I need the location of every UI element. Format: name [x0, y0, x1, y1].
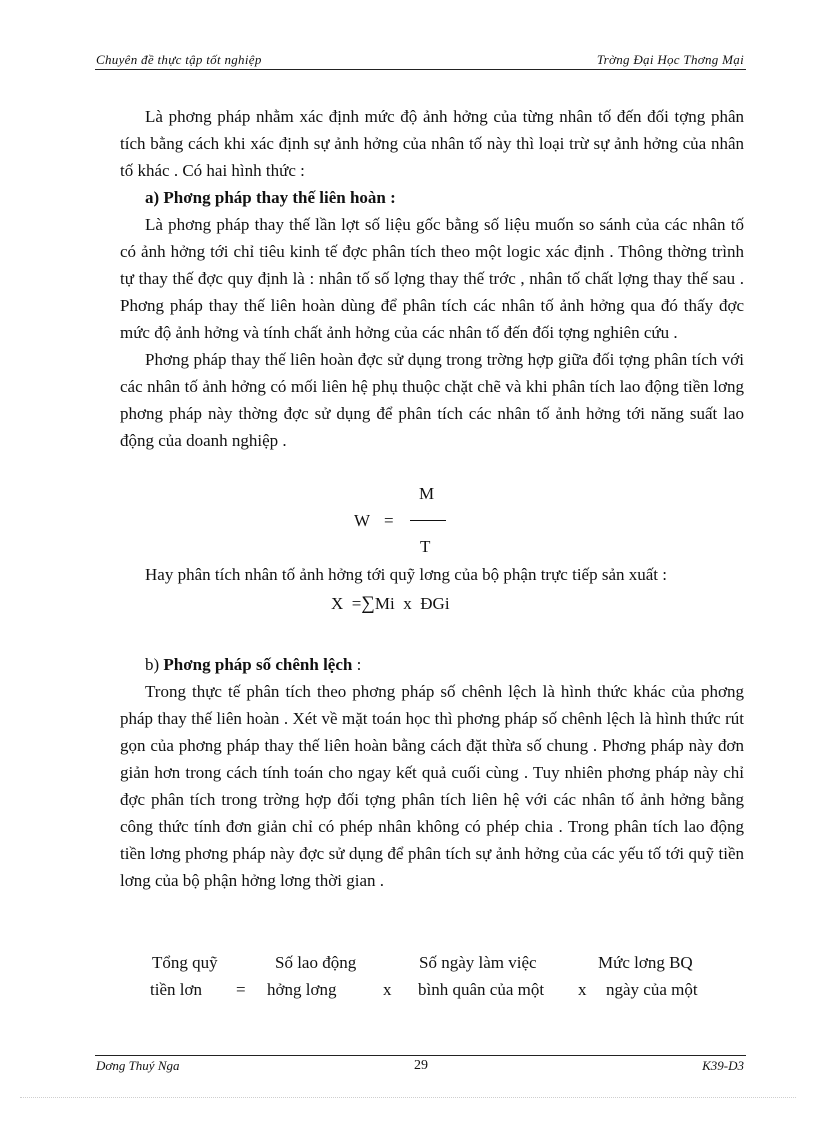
table-r2-times-1: x: [383, 980, 392, 999]
table-r1-c2: Số lao động: [275, 953, 357, 972]
intro-paragraph: Là phơng pháp nhằm xác định mức độ ảnh hởng của từng nhân tố đến đối tợng phân tích bằng cách khi xác định sự ảnh hởng của nhân tố này thì loại trừ sự ảnh hởng của nhân tố khác . Có hai hình thức :: [120, 107, 744, 180]
page-number: 29: [414, 1058, 428, 1073]
footer-divider: [95, 1055, 746, 1056]
formula-wage-fund: [331, 593, 450, 615]
body-section-b: [120, 651, 744, 894]
table-r1-c3: Số ngày làm việc: [419, 953, 537, 972]
table-r2-c4: ngày của một: [606, 980, 698, 999]
footer-author: Dơng Thuý Nga: [96, 1058, 180, 1073]
formula-denominator: T: [420, 537, 431, 556]
formula-equals: =: [384, 511, 394, 530]
wage-fund-formula-table: [150, 950, 730, 1010]
formula-productivity: [350, 480, 470, 560]
fraction-bar: [410, 520, 446, 521]
heading-a: a) Phơng pháp thay thế liên hoàn :: [145, 188, 396, 207]
header-divider: [95, 69, 746, 70]
table-r1-c1: Tổng quỹ: [152, 953, 218, 972]
wage-fund-line: Hay phân tích nhân tố ảnh hởng tới quỹ lơng của bộ phận trực tiếp sản xuất :: [145, 565, 667, 584]
formula-x-equals: =: [351, 594, 362, 613]
table-r2-c1: tiền lơn: [150, 980, 202, 999]
header-document-title: Chuyên đề thực tập tốt nghiệp: [96, 52, 262, 67]
header-university: Trờng Đại Học Thơng Mại: [596, 52, 744, 67]
paragraph-method-a-usage: Phơng pháp thay thế liên hoàn đợc sử dụng trong trờng hợp giữa đối tợng phân tích với các nhân tố ảnh hởng có mối liên hệ phụ thuộc chặt chẽ và khi phân tích lao động tiền lơng phơng pháp này thờng đợc sử dụng để phân tích các nhân tố ảnh hởng tới năng suất lao động của doanh nghiệp .: [120, 350, 744, 450]
formula-x-rest: Mi x ĐGi: [374, 594, 450, 613]
page-header: [96, 52, 746, 70]
table-r2-c3: bình quân của một: [418, 980, 545, 999]
footer-class-code: K39-D3: [702, 1058, 744, 1073]
formula-x-lhs: X: [331, 594, 344, 613]
table-r1-c4: Mức lơng BQ: [598, 953, 693, 972]
paragraph-method-b: Trong thực tế phân tích theo phơng pháp số chênh lệch là hình thức khác của phơng pháp thay thế liên hoàn . Xét về mặt toán học thì phơng pháp số chênh lệch là hình thức rút gọn của phơng pháp thay thế liên hoàn bằng cách đặt thừa số chung . Phơng pháp này đơn giản hơn trong cách tính toán cho ngay kết quả cuối cùng . Tuy nhiên phơng pháp này chỉ đợc phân tích trong trờng hợp đối tợng phân tích liên hệ với các nhân tố ảnh hởng bằng công thức tính đơn giản chỉ có phép nhân không có phép chia . Trong phân tích lao động tiền lơng phơng pháp này đợc sử dụng để phân tích sự ảnh hởng của các yếu tố tới quỹ tiền lơng của bộ phận hởng lơng thời gian .: [120, 682, 744, 890]
page-bottom-dotted-line: [20, 1097, 796, 1098]
heading-b-suffix: :: [352, 655, 362, 674]
paragraph-method-a: Là phơng pháp thay thế lần lợt số liệu gốc bằng số liệu muốn so sánh của các nhân tố có ảnh hởng tới chỉ tiêu kinh tế đợc phân tích theo một logic xác định . Thông thờng trình tự thay thế đợc quy định là : nhân tố số lợng thay thế trớc , nhân tố chất lợng thay thế sau . Phơng pháp thay thế liên hoàn dùng để phân tích các nhân tố ảnh hởng qua đó thấy đợc mức độ ảnh hởng và tính chất ảnh hởng của các nhân tố đến đối tợng nghiên cứu .: [120, 215, 744, 342]
sigma-symbol: ∑: [361, 593, 375, 614]
body-section-a: [120, 103, 744, 454]
heading-b-prefix: b): [145, 655, 160, 674]
formula-numerator: M: [419, 484, 435, 503]
table-r2-equals: =: [236, 980, 246, 999]
heading-b: [120, 651, 744, 678]
table-r2-times-2: x: [578, 980, 587, 999]
heading-b-title: Phơng pháp số chênh lệch: [163, 655, 353, 674]
table-r2-c2: hởng lơng: [267, 980, 337, 999]
formula-lhs: W: [354, 511, 371, 530]
page-footer: [96, 1058, 746, 1076]
